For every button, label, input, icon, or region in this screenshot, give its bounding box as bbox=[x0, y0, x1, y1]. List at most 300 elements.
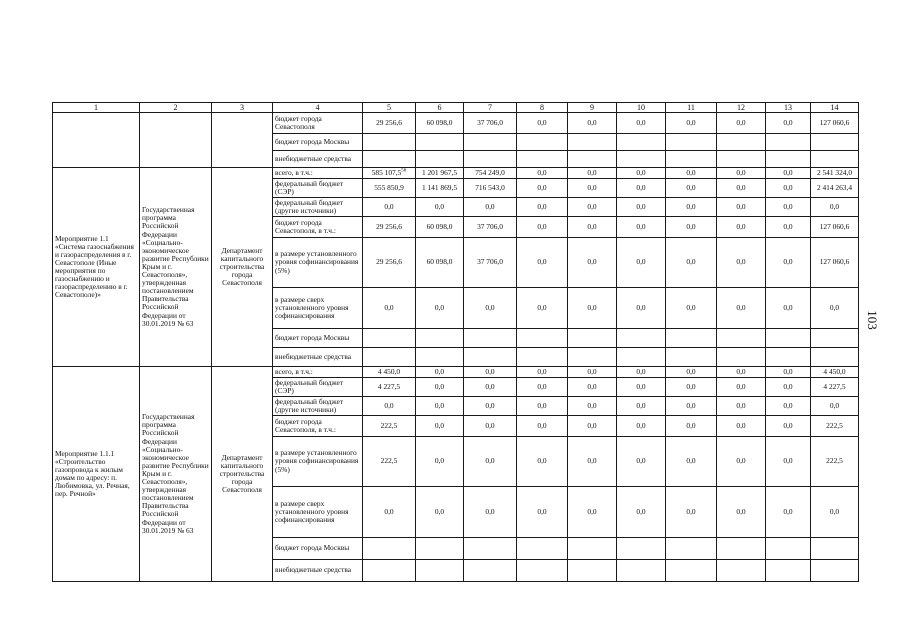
value-cell bbox=[666, 348, 717, 367]
value-cell bbox=[464, 238, 517, 288]
value-cell bbox=[363, 437, 416, 487]
value-cell bbox=[666, 198, 717, 217]
funding-source-cell: в размере сверх установленного уровня софинансирования bbox=[273, 288, 363, 329]
value-text: 222,5 bbox=[826, 456, 843, 466]
value-cell bbox=[617, 217, 666, 238]
value-cell bbox=[766, 179, 811, 198]
value-cell bbox=[617, 437, 666, 487]
value-text: 0,0 bbox=[736, 400, 746, 410]
value-text: 0,0 bbox=[783, 420, 793, 430]
value-cell bbox=[517, 367, 568, 378]
value-cell bbox=[363, 367, 416, 378]
value-cell bbox=[464, 378, 517, 397]
value-cell bbox=[363, 217, 416, 238]
funding-source-cell: внебюджетные средства bbox=[273, 348, 363, 367]
value-cell bbox=[766, 113, 811, 134]
value-cell bbox=[617, 367, 666, 378]
value-text: 0,0 bbox=[783, 221, 793, 231]
value-cell bbox=[517, 134, 568, 151]
value-cell bbox=[811, 168, 859, 179]
value-cell bbox=[666, 151, 717, 168]
value-text: 0,0 bbox=[434, 302, 445, 312]
value-cell bbox=[666, 179, 717, 198]
table-row bbox=[53, 113, 859, 134]
value-cell bbox=[811, 329, 859, 348]
value-text: 0,0 bbox=[686, 420, 696, 430]
value-cell bbox=[568, 437, 617, 487]
value-text: 0,0 bbox=[736, 366, 746, 376]
value-text: 0,0 bbox=[783, 167, 793, 177]
value-text: 222,5 bbox=[380, 456, 398, 466]
value-cell bbox=[717, 437, 766, 487]
value-cell bbox=[464, 397, 517, 416]
value-text: 60 098,0 bbox=[426, 117, 453, 127]
value-cell bbox=[766, 378, 811, 397]
value-cell bbox=[811, 113, 859, 134]
value-text: 0,0 bbox=[537, 117, 547, 127]
page-number-text: 103 bbox=[865, 310, 880, 330]
value-cell bbox=[568, 179, 617, 198]
value-cell bbox=[666, 329, 717, 348]
responsible-cell: Департамент капитального строительства города Севастополя bbox=[212, 367, 273, 582]
value-cell bbox=[517, 179, 568, 198]
value-text: 0,0 bbox=[587, 366, 597, 376]
value-cell bbox=[717, 198, 766, 217]
value-cell bbox=[617, 397, 666, 416]
value-text: 0,0 bbox=[686, 117, 696, 127]
value-cell bbox=[811, 367, 859, 378]
value-text: 0,0 bbox=[636, 456, 646, 466]
table-body bbox=[53, 103, 859, 582]
value-cell bbox=[363, 416, 416, 437]
value-text: 0,0 bbox=[587, 221, 597, 231]
value-text: 0,0 bbox=[384, 400, 394, 410]
value-cell bbox=[363, 179, 416, 198]
header-cell: 6 bbox=[416, 103, 464, 113]
value-cell bbox=[416, 238, 464, 288]
measure-name-cell: Мероприятие 1.1 «Система газоснабжения и газораспределения в г. Севастополе (Иные мероприятия по газоснабжению и газораспределению в г. Севастополе)» bbox=[53, 168, 140, 367]
value-text: 0,0 bbox=[537, 201, 547, 211]
value-text: 0,0 bbox=[434, 420, 445, 430]
value-cell bbox=[811, 288, 859, 329]
value-text: 0,0 bbox=[537, 381, 547, 391]
header-cell: 12 bbox=[717, 103, 766, 113]
value-cell bbox=[517, 416, 568, 437]
value-text: 0,0 bbox=[587, 257, 597, 267]
value-cell bbox=[811, 487, 859, 538]
value-text: 0,0 bbox=[537, 221, 547, 231]
funding-source-cell: внебюджетные средства bbox=[273, 151, 363, 168]
funding-source-cell: федеральный бюджет (другие источники) bbox=[273, 198, 363, 217]
value-text: 0,0 bbox=[384, 201, 394, 211]
value-cell bbox=[568, 288, 617, 329]
value-text: 127 060,6 bbox=[819, 257, 850, 267]
value-text: 0,0 bbox=[829, 201, 840, 211]
value-text: 0,0 bbox=[587, 182, 597, 192]
value-cell bbox=[811, 378, 859, 397]
value-cell bbox=[811, 217, 859, 238]
value-text: 0,0 bbox=[686, 182, 696, 192]
value-text: 0,0 bbox=[736, 117, 746, 127]
value-cell bbox=[517, 397, 568, 416]
header-cell: 11 bbox=[666, 103, 717, 113]
value-cell bbox=[568, 487, 617, 538]
value-text: 0,0 bbox=[783, 381, 793, 391]
value-cell bbox=[517, 198, 568, 217]
value-cell bbox=[811, 538, 859, 560]
value-cell bbox=[568, 151, 617, 168]
value-cell bbox=[617, 288, 666, 329]
budget-table bbox=[52, 102, 859, 582]
value-cell bbox=[717, 179, 766, 198]
value-cell bbox=[416, 134, 464, 151]
value-text: 0,0 bbox=[686, 221, 696, 231]
value-text: 0,0 bbox=[829, 400, 840, 410]
value-text: 0,0 bbox=[636, 201, 646, 211]
value-text: 0,0 bbox=[537, 456, 547, 466]
value-text: 0,0 bbox=[636, 420, 646, 430]
value-cell bbox=[766, 348, 811, 367]
value-cell bbox=[617, 560, 666, 582]
value-cell bbox=[811, 416, 859, 437]
value-cell bbox=[766, 329, 811, 348]
value-cell bbox=[363, 151, 416, 168]
value-cell bbox=[568, 198, 617, 217]
value-cell bbox=[766, 134, 811, 151]
value-cell bbox=[416, 538, 464, 560]
value-cell bbox=[416, 288, 464, 329]
value-cell bbox=[717, 151, 766, 168]
value-text: 0,0 bbox=[485, 456, 495, 466]
value-cell bbox=[617, 538, 666, 560]
value-text: 0,0 bbox=[736, 257, 746, 267]
value-cell bbox=[517, 437, 568, 487]
value-cell bbox=[568, 134, 617, 151]
value-cell bbox=[416, 487, 464, 538]
value-cell bbox=[464, 168, 517, 179]
value-text: 4 450,0 bbox=[377, 366, 401, 376]
value-text: 0,0 bbox=[636, 117, 646, 127]
value-text: 1 141 869,5 bbox=[421, 182, 458, 192]
value-cell bbox=[464, 288, 517, 329]
value-text: 0,0 bbox=[636, 221, 646, 231]
value-cell bbox=[717, 560, 766, 582]
value-text: 0,0 bbox=[537, 400, 547, 410]
value-text: 0,0 bbox=[686, 381, 696, 391]
header-cell: 5 bbox=[363, 103, 416, 113]
value-text: 0,0 bbox=[783, 182, 793, 192]
value-cell bbox=[766, 437, 811, 487]
value-text: 37 706,0 bbox=[477, 117, 503, 127]
value-text: 0,0 bbox=[537, 257, 547, 267]
value-text: 2 541 324,0 bbox=[816, 167, 853, 177]
funding-source-cell: бюджет города Севастополя bbox=[273, 113, 363, 134]
value-text: 0,0 bbox=[736, 302, 746, 312]
value-text: 0,0 bbox=[485, 381, 495, 391]
value-cell bbox=[363, 378, 416, 397]
value-text: 60 098,0 bbox=[426, 257, 453, 267]
value-text: 754 249,0 bbox=[475, 167, 505, 177]
header-cell: 13 bbox=[766, 103, 811, 113]
value-text: 4 450,0 bbox=[823, 366, 846, 376]
value-text: 0,0 bbox=[587, 506, 597, 516]
value-cell bbox=[363, 168, 416, 179]
value-cell bbox=[464, 217, 517, 238]
value-cell bbox=[363, 560, 416, 582]
value-cell bbox=[568, 416, 617, 437]
value-cell bbox=[363, 487, 416, 538]
measure-name-cell bbox=[53, 113, 140, 168]
table-row bbox=[53, 168, 859, 179]
value-text: 0,0 bbox=[686, 400, 696, 410]
value-text: 0,0 bbox=[686, 506, 696, 516]
value-cell bbox=[666, 217, 717, 238]
value-cell bbox=[766, 416, 811, 437]
value-text: 222,5 bbox=[826, 420, 843, 430]
value-cell bbox=[766, 397, 811, 416]
value-cell bbox=[766, 560, 811, 582]
value-text: 0,0 bbox=[434, 456, 445, 466]
funding-source-cell: в размере установленного уровня софинансирования (5%) bbox=[273, 437, 363, 487]
value-cell bbox=[617, 151, 666, 168]
value-text: 0,0 bbox=[587, 456, 597, 466]
value-text: 0,0 bbox=[587, 201, 597, 211]
value-cell bbox=[568, 378, 617, 397]
value-text: 0,0 bbox=[783, 400, 793, 410]
funding-source-cell: бюджет города Москвы bbox=[273, 538, 363, 560]
value-cell bbox=[568, 168, 617, 179]
value-text: 0,0 bbox=[434, 381, 445, 391]
funding-source-cell: в размере установленного уровня софинансирования (5%) bbox=[273, 238, 363, 288]
value-text: 0,0 bbox=[636, 400, 646, 410]
value-cell bbox=[464, 367, 517, 378]
value-text: 0,0 bbox=[736, 167, 746, 177]
header-cell: 4 bbox=[273, 103, 363, 113]
value-text: 0,0 bbox=[485, 400, 495, 410]
value-cell bbox=[766, 151, 811, 168]
value-text: 29 256,6 bbox=[376, 221, 402, 231]
responsible-cell: Департамент капитального строительства города Севастополя bbox=[212, 168, 273, 367]
value-text: 37 706,0 bbox=[477, 257, 503, 267]
value-text: 0,0 bbox=[485, 506, 495, 516]
value-cell bbox=[363, 238, 416, 288]
value-text: 0,0 bbox=[686, 167, 696, 177]
value-text: 0,0 bbox=[686, 201, 696, 211]
funding-source-cell: всего, в т.ч.: bbox=[273, 168, 363, 179]
value-cell bbox=[416, 378, 464, 397]
value-cell bbox=[568, 560, 617, 582]
value-text: 0,0 bbox=[736, 506, 746, 516]
value-cell bbox=[617, 113, 666, 134]
value-cell bbox=[666, 288, 717, 329]
value-text: 0,0 bbox=[485, 302, 495, 312]
value-cell bbox=[517, 348, 568, 367]
value-cell bbox=[617, 179, 666, 198]
value-cell bbox=[717, 538, 766, 560]
value-cell bbox=[517, 487, 568, 538]
value-cell bbox=[617, 238, 666, 288]
value-cell bbox=[766, 538, 811, 560]
value-cell bbox=[666, 238, 717, 288]
value-cell bbox=[464, 198, 517, 217]
value-cell bbox=[666, 487, 717, 538]
value-text: 222,5 bbox=[380, 420, 398, 430]
value-text: 585 107,5 bbox=[371, 167, 402, 177]
value-cell bbox=[568, 348, 617, 367]
header-cell: 8 bbox=[517, 103, 568, 113]
value-text: 0,0 bbox=[783, 506, 793, 516]
value-cell bbox=[717, 367, 766, 378]
value-cell bbox=[416, 217, 464, 238]
value-text: 37 706,0 bbox=[477, 221, 503, 231]
value-cell bbox=[811, 198, 859, 217]
value-cell bbox=[666, 378, 717, 397]
value-text: 0,0 bbox=[636, 381, 646, 391]
value-cell bbox=[416, 348, 464, 367]
value-cell bbox=[717, 329, 766, 348]
value-cell bbox=[617, 198, 666, 217]
value-cell bbox=[464, 538, 517, 560]
value-cell bbox=[666, 168, 717, 179]
value-text: 0,0 bbox=[829, 302, 840, 312]
value-cell bbox=[811, 134, 859, 151]
value-text: 29 256,6 bbox=[376, 257, 402, 267]
value-cell bbox=[517, 113, 568, 134]
value-text: 0,0 bbox=[537, 420, 547, 430]
value-cell bbox=[811, 397, 859, 416]
value-cell bbox=[617, 134, 666, 151]
value-text: 0,0 bbox=[636, 167, 646, 177]
value-cell bbox=[617, 378, 666, 397]
value-text: 0,0 bbox=[587, 117, 597, 127]
value-text: 0,0 bbox=[736, 221, 746, 231]
value-text: 0,0 bbox=[434, 400, 445, 410]
value-text: 0,0 bbox=[485, 201, 495, 211]
value-cell bbox=[464, 179, 517, 198]
funding-source-cell: бюджет города Севастополя, в т.ч.: bbox=[273, 416, 363, 437]
value-text: 0,0 bbox=[434, 366, 445, 376]
value-cell bbox=[416, 151, 464, 168]
program-cell: Государственная программа Российской Федерации «Социально-экономическое развитие Республики Крым и г. Севастополя», утвержденная постановлением Правительства Российской Федерации от 30.01.2019 № 63 bbox=[140, 168, 212, 367]
value-text: 4 227,5 bbox=[377, 381, 401, 391]
value-cell bbox=[717, 288, 766, 329]
value-text: 0,0 bbox=[587, 381, 597, 391]
value-text: 0,0 bbox=[736, 456, 746, 466]
value-cell bbox=[416, 397, 464, 416]
header-cell: 9 bbox=[568, 103, 617, 113]
value-text: 0,0 bbox=[537, 182, 547, 192]
value-text: 0,0 bbox=[686, 257, 696, 267]
value-text: 0,0 bbox=[636, 257, 646, 267]
value-text: 60 098,0 bbox=[426, 221, 453, 231]
value-text: 0,0 bbox=[485, 366, 495, 376]
value-text: 0,0 bbox=[686, 366, 696, 376]
value-cell bbox=[363, 288, 416, 329]
value-cell bbox=[517, 538, 568, 560]
value-text: 0,0 bbox=[384, 506, 394, 516]
value-cell bbox=[517, 560, 568, 582]
value-text: 0,0 bbox=[736, 182, 746, 192]
value-cell bbox=[617, 348, 666, 367]
value-text: 0,0 bbox=[587, 420, 597, 430]
value-cell bbox=[717, 113, 766, 134]
value-text: 0,0 bbox=[736, 420, 746, 430]
value-cell bbox=[811, 348, 859, 367]
value-text: 0,0 bbox=[636, 506, 646, 516]
value-text: 0,0 bbox=[587, 167, 597, 177]
value-cell bbox=[464, 134, 517, 151]
value-cell bbox=[717, 168, 766, 179]
value-text: 127 060,6 bbox=[819, 117, 850, 127]
value-cell bbox=[666, 134, 717, 151]
value-cell bbox=[617, 329, 666, 348]
value-cell bbox=[464, 113, 517, 134]
value-cell bbox=[464, 416, 517, 437]
value-cell bbox=[766, 198, 811, 217]
funding-source-cell: в размере сверх установленного уровня софинансирования bbox=[273, 487, 363, 538]
table-row bbox=[53, 367, 859, 378]
value-text: 2 414 263,4 bbox=[816, 182, 853, 192]
value-cell bbox=[717, 348, 766, 367]
header-cell: 1 bbox=[53, 103, 140, 113]
funding-source-cell: федеральный бюджет (СЭР) bbox=[273, 378, 363, 397]
value-cell bbox=[416, 113, 464, 134]
value-text: 0,0 bbox=[485, 420, 495, 430]
value-cell bbox=[416, 437, 464, 487]
value-cell bbox=[717, 217, 766, 238]
header-cell: 3 bbox=[212, 103, 273, 113]
header-cell: 2 bbox=[140, 103, 212, 113]
value-cell bbox=[517, 217, 568, 238]
value-cell bbox=[717, 487, 766, 538]
program-cell bbox=[140, 113, 212, 168]
responsible-cell bbox=[212, 113, 273, 168]
value-cell bbox=[416, 329, 464, 348]
value-cell bbox=[517, 378, 568, 397]
value-cell bbox=[811, 560, 859, 582]
value-text: 0,0 bbox=[537, 167, 547, 177]
value-cell bbox=[811, 179, 859, 198]
value-text: 0,0 bbox=[783, 117, 793, 127]
value-cell bbox=[416, 416, 464, 437]
value-cell bbox=[416, 367, 464, 378]
measure-name-cell: Мероприятие 1.1.1 «Строительство газопровода к жилым домам по адресу: п. Любимовка, ул. Речная, пер. Речной» bbox=[53, 367, 140, 582]
value-text: 4 227,5 bbox=[823, 381, 846, 391]
program-cell: Государственная программа Российской Федерации «Социально-экономическое развитие Республики Крым и г. Севастополя», утвержденная постановлением Правительства Российской Федерации от 30.01.2019 № 63 bbox=[140, 367, 212, 582]
value-cell bbox=[617, 487, 666, 538]
value-cell bbox=[464, 437, 517, 487]
value-cell bbox=[568, 367, 617, 378]
value-text: 0,0 bbox=[736, 201, 746, 211]
value-cell bbox=[464, 151, 517, 168]
value-cell bbox=[464, 329, 517, 348]
value-cell bbox=[568, 397, 617, 416]
value-text: 1 201 967,5 bbox=[421, 167, 458, 177]
value-text: 0,0 bbox=[783, 302, 793, 312]
value-text: 0,0 bbox=[783, 366, 793, 376]
value-cell bbox=[517, 151, 568, 168]
funding-source-cell: федеральный бюджет (СЭР) bbox=[273, 179, 363, 198]
value-cell bbox=[416, 168, 464, 179]
value-cell bbox=[766, 367, 811, 378]
value-cell bbox=[666, 113, 717, 134]
value-cell bbox=[517, 168, 568, 179]
value-cell bbox=[717, 238, 766, 288]
value-text: 0,0 bbox=[636, 302, 646, 312]
value-cell bbox=[416, 179, 464, 198]
value-cell bbox=[811, 437, 859, 487]
value-cell bbox=[464, 487, 517, 538]
